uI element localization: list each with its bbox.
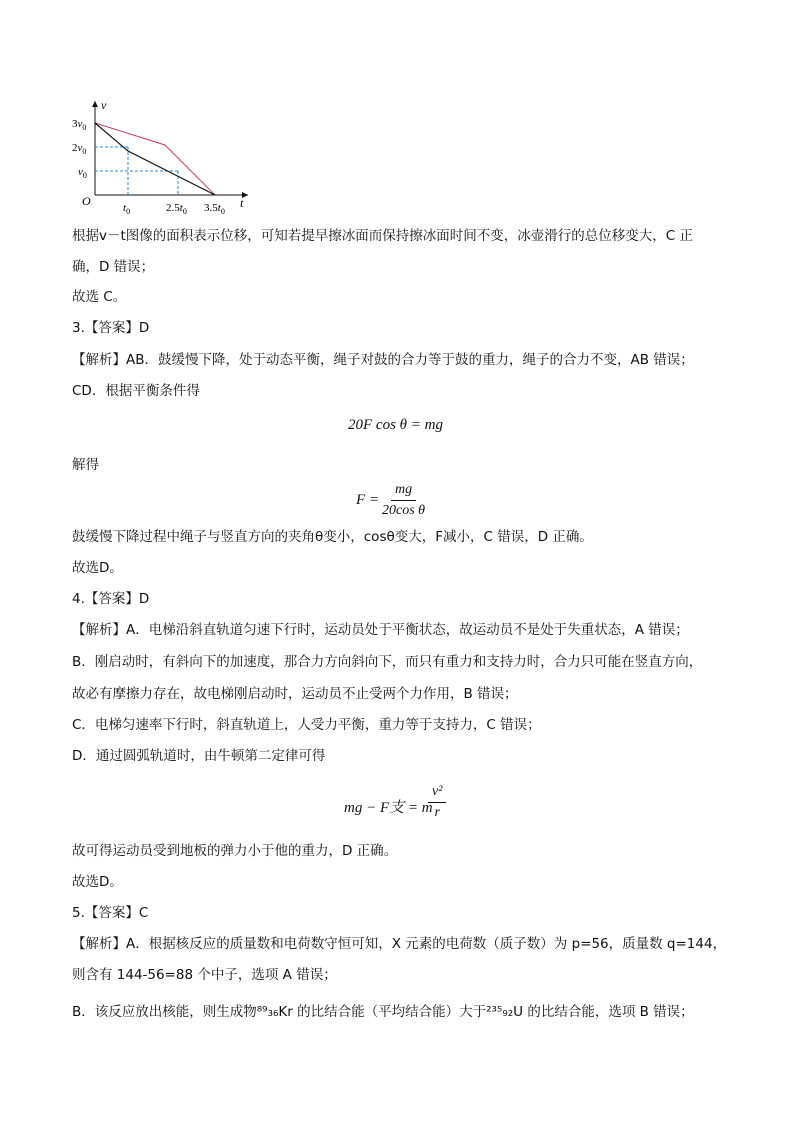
alt-curve [95, 123, 215, 195]
velocity-time-graph [70, 95, 260, 215]
q3-eq2-fraction [382, 482, 425, 519]
q5-analysis-b: B．该反应放出核能，则生成物⁸⁹₃₆Kr 的比结合能（平均结合能）大于²³⁵₉₂U 的比结合能，选项 B 错误； [72, 1004, 694, 1020]
para-correct-d-wrong: 确，D 错误； [72, 259, 155, 275]
q5-analysis-a2: 则含有 144-56=88 个中子，选项 A 错误； [72, 967, 337, 983]
para-choose-c: 故选 C。 [72, 289, 127, 305]
q4-conclusion: 故可得运动员受到地板的弹力小于他的重力，D 正确。 [72, 843, 398, 859]
ytick-3v0: $3v_0$ [72, 118, 87, 132]
q3-eq2-denominator: 20cos θ [382, 503, 426, 518]
q4-analysis-c: C．电梯匀速率下行时，斜直轨道上，人受力平衡，重力等于支持力，C 错误； [72, 717, 541, 733]
q3-analysis-ab: 【解析】AB．鼓缓慢下降，处于动态平衡，绳子对鼓的合力等于鼓的重力，绳子的合力不变，AB 错误； [72, 352, 694, 368]
q5-analysis-a1: 【解析】A．根据核反应的质量数和电荷数守恒可知，X 元素的电荷数（质子数）为 p=56，质量数 q=144， [72, 936, 727, 952]
q4-eq-denominator: r [434, 805, 440, 820]
q3-eq2-numerator: mg [391, 482, 416, 501]
q4-analysis-a: 【解析】A．电梯沿斜直轨道匀速下行时，运动员处于平衡状态，故运动员不是处于失重状态，A 错误； [72, 622, 689, 638]
q4-choose-d: 故选D。 [72, 874, 123, 890]
ytick-v0: $v_0$ [78, 166, 87, 180]
q3-eq2-lhs: F = [356, 492, 380, 508]
q5-answer: 5.【答案】C [72, 905, 149, 921]
q3-solve: 解得 [72, 457, 99, 473]
origin-label: O [82, 194, 91, 208]
q4-answer: 4.【答案】D [72, 591, 150, 607]
q3-conclusion: 鼓缓慢下降过程中绳子与竖直方向的夹角θ变小，cosθ变大，F减小，C 错误，D 正确。 [72, 529, 593, 545]
v-label: v [101, 98, 107, 112]
q4-eq-numerator: v² [428, 784, 446, 803]
q3-analysis-cd: CD．根据平衡条件得 [72, 383, 200, 399]
q4-analysis-b2: 故必有摩擦力存在，故电梯刚启动时，运动员不止受两个力作用，B 错误； [72, 686, 518, 702]
velocity-line [95, 123, 215, 195]
t-label: t [240, 196, 244, 210]
xtick-t0: $t_0$ [123, 202, 131, 215]
q3-choose-d: 故选D。 [72, 560, 123, 576]
ytick-2v0: $2v_0$ [72, 142, 87, 156]
xtick-3p5t0: $3.5t_0$ [204, 202, 225, 215]
q4-eq-lhs: mg − F支 = m [344, 800, 433, 816]
q4-eq-fraction [428, 784, 446, 821]
xtick-2p5t0: $2.5t_0$ [166, 202, 187, 215]
q4-analysis-b1: B．刚启动时，有斜向下的加速度，那合力方向斜向下，而只有重力和支持力时，合力只可能在竖直方向， [72, 654, 703, 670]
q3-equation-balance: 20F cos θ = mg [348, 417, 443, 433]
q3-answer: 3.【答案】D [72, 320, 150, 336]
q4-analysis-d: D．通过圆弧轨道时，由牛顿第二定律可得 [72, 748, 326, 764]
para-area-displacement: 根据v－t图像的面积表示位移，可知若提早擦冰面而保持擦冰面时间不变，冰壶滑行的总位移变大，C 正 [72, 228, 693, 244]
